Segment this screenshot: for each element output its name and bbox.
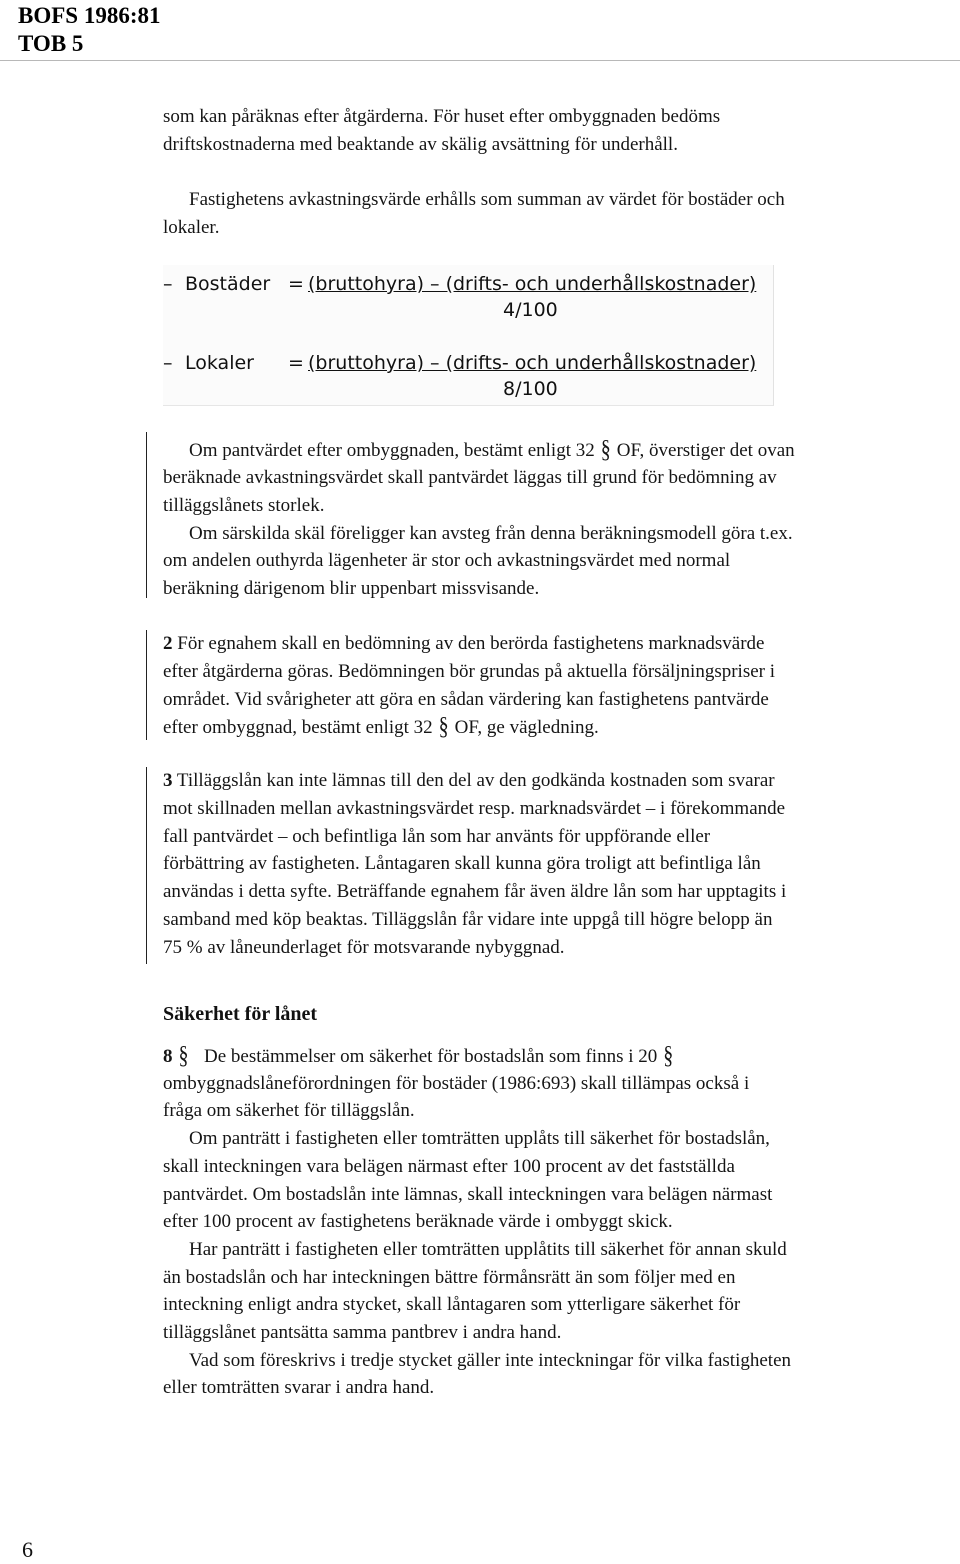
document-section: TOB 5 [18,31,84,56]
body-line: fall pantvärdet – och befintliga lån som har använts för uppförande eller [163,826,711,847]
body-line: 75 % av låneunderlaget för motsvarande nybyggnad. [163,937,565,958]
body-line: Vad som föreskrivs i tredje stycket gäller inte inteckningar för vilka fastigheten [189,1350,792,1371]
intro-line: som kan påräknas efter åtgärderna. För huset efter ombyggnaden bedöms [163,106,721,127]
page-header [0,0,960,61]
body-line: inteckning enligt andra stycket, skall låntagaren som ytterligare säkerhet för [163,1294,741,1315]
body-line: Om pantvärdet efter ombyggnaden, bestämt enligt 32 § OF, överstiger det ovan [163,436,960,465]
body-line: mot skillnaden mellan avkastningsvärdet resp. marknadsvärdet – i förekommande [163,798,786,819]
body-line: området. Vid svårigheter att göra en sådan värdering kan fastighetens pantvärde [163,689,769,710]
body-line: efter 100 procent av fastighetens beräknade värde i ombyggt skick. [163,1211,673,1232]
body-line: efter åtgärderna göras. Bedömningen bör grundas på aktuella försäljningspriser i [163,661,776,682]
body-line: 3 Tilläggslån kan inte lämnas till den del av den godkända kostnaden som svarar [163,770,775,791]
body-line: tilläggslånets storlek. [163,495,325,516]
body-line: beräkning därigenom blir uppenbart missvisande. [163,578,540,599]
body-line: 2 För egnahem skall en bedömning av den berörda fastighetens marknadsvärde [163,633,765,654]
body-line: Har panträtt i fastigheten eller tomträtten upplåtits till säkerhet för annan skuld [189,1239,787,1260]
page-number: 6 [22,1537,33,1562]
body-line: tilläggslånet pantsätta samma pantbrev i andra hand. [163,1322,562,1343]
change-bar [146,432,147,598]
intro-line: lokaler. [163,217,220,238]
body-line: pantvärdet. Om bostadslån inte lämnas, skall inteckningen vara belägen närmast [163,1184,773,1205]
change-bar [146,767,147,964]
body-line: användas i detta syfte. Beträffande egnahem får även äldre lån som har upptagits i [163,881,787,902]
intro-line: driftskostnaderna med beaktande av skälig avsättning för underhåll. [163,134,678,155]
section-sign-icon: § [663,1042,674,1070]
body-line: Om panträtt i fastigheten eller tomträtten upplåts till säkerhet för bostadslån, [189,1128,770,1149]
body-line: än bostadslån och har inteckningen bättre förmånsrätt än som följer med en [163,1267,736,1288]
body-line: samband med köp beaktas. Tilläggslån får vidare inte uppgå till högre belopp än [163,909,773,930]
body-line: fråga om säkerhet för tilläggslån. [163,1100,415,1121]
body-line: om andelen outhyrda lägenheter är stor och avkastningsvärdet med normal [163,550,731,571]
section-heading: Säkerhet för lånet [163,1003,318,1025]
body-line: 8 § De bestämmelser om säkerhet för bostadslån som finns i 20 § [163,1042,960,1071]
section-sign-icon: § [438,713,449,741]
intro-line: Fastighetens avkastningsvärde erhålls som summan av värdet för bostäder och [189,189,785,210]
body-line: beräknade avkastningsvärdet skall pantvärdet läggas till grund för bedömning av [163,467,777,488]
change-bar [146,630,147,740]
body-line: förbättring av fastigheten. Låntagaren skall kunna göra troligt att befintliga lån [163,853,761,874]
body-line: skall inteckningen vara belägen närmast efter 100 procent av det fastställda [163,1156,735,1177]
section-sign-icon: § [178,1042,189,1070]
document-id: BOFS 1986:81 [18,3,161,28]
body-line: Om särskilda skäl föreligger kan avsteg från denna beräkningsmodell göra t.ex. [189,523,793,544]
section-sign-icon: § [600,436,611,464]
body-line: ombyggnadslåneförordningen för bostäder (1986:693) skall tillämpas också i [163,1073,750,1094]
body-line: efter ombyggnad, bestämt enligt 32 § OF, ge vägledning. [163,713,960,742]
body-line: eller tomträtten svarar i andra hand. [163,1377,435,1398]
formula-block: – Bostäder = (bruttohyra) – (drifts- och underhållskostnader) 4/100 – Lokaler = (bruttohyra) – (drifts- och underhållskostnader) 8/100 [163,265,774,406]
